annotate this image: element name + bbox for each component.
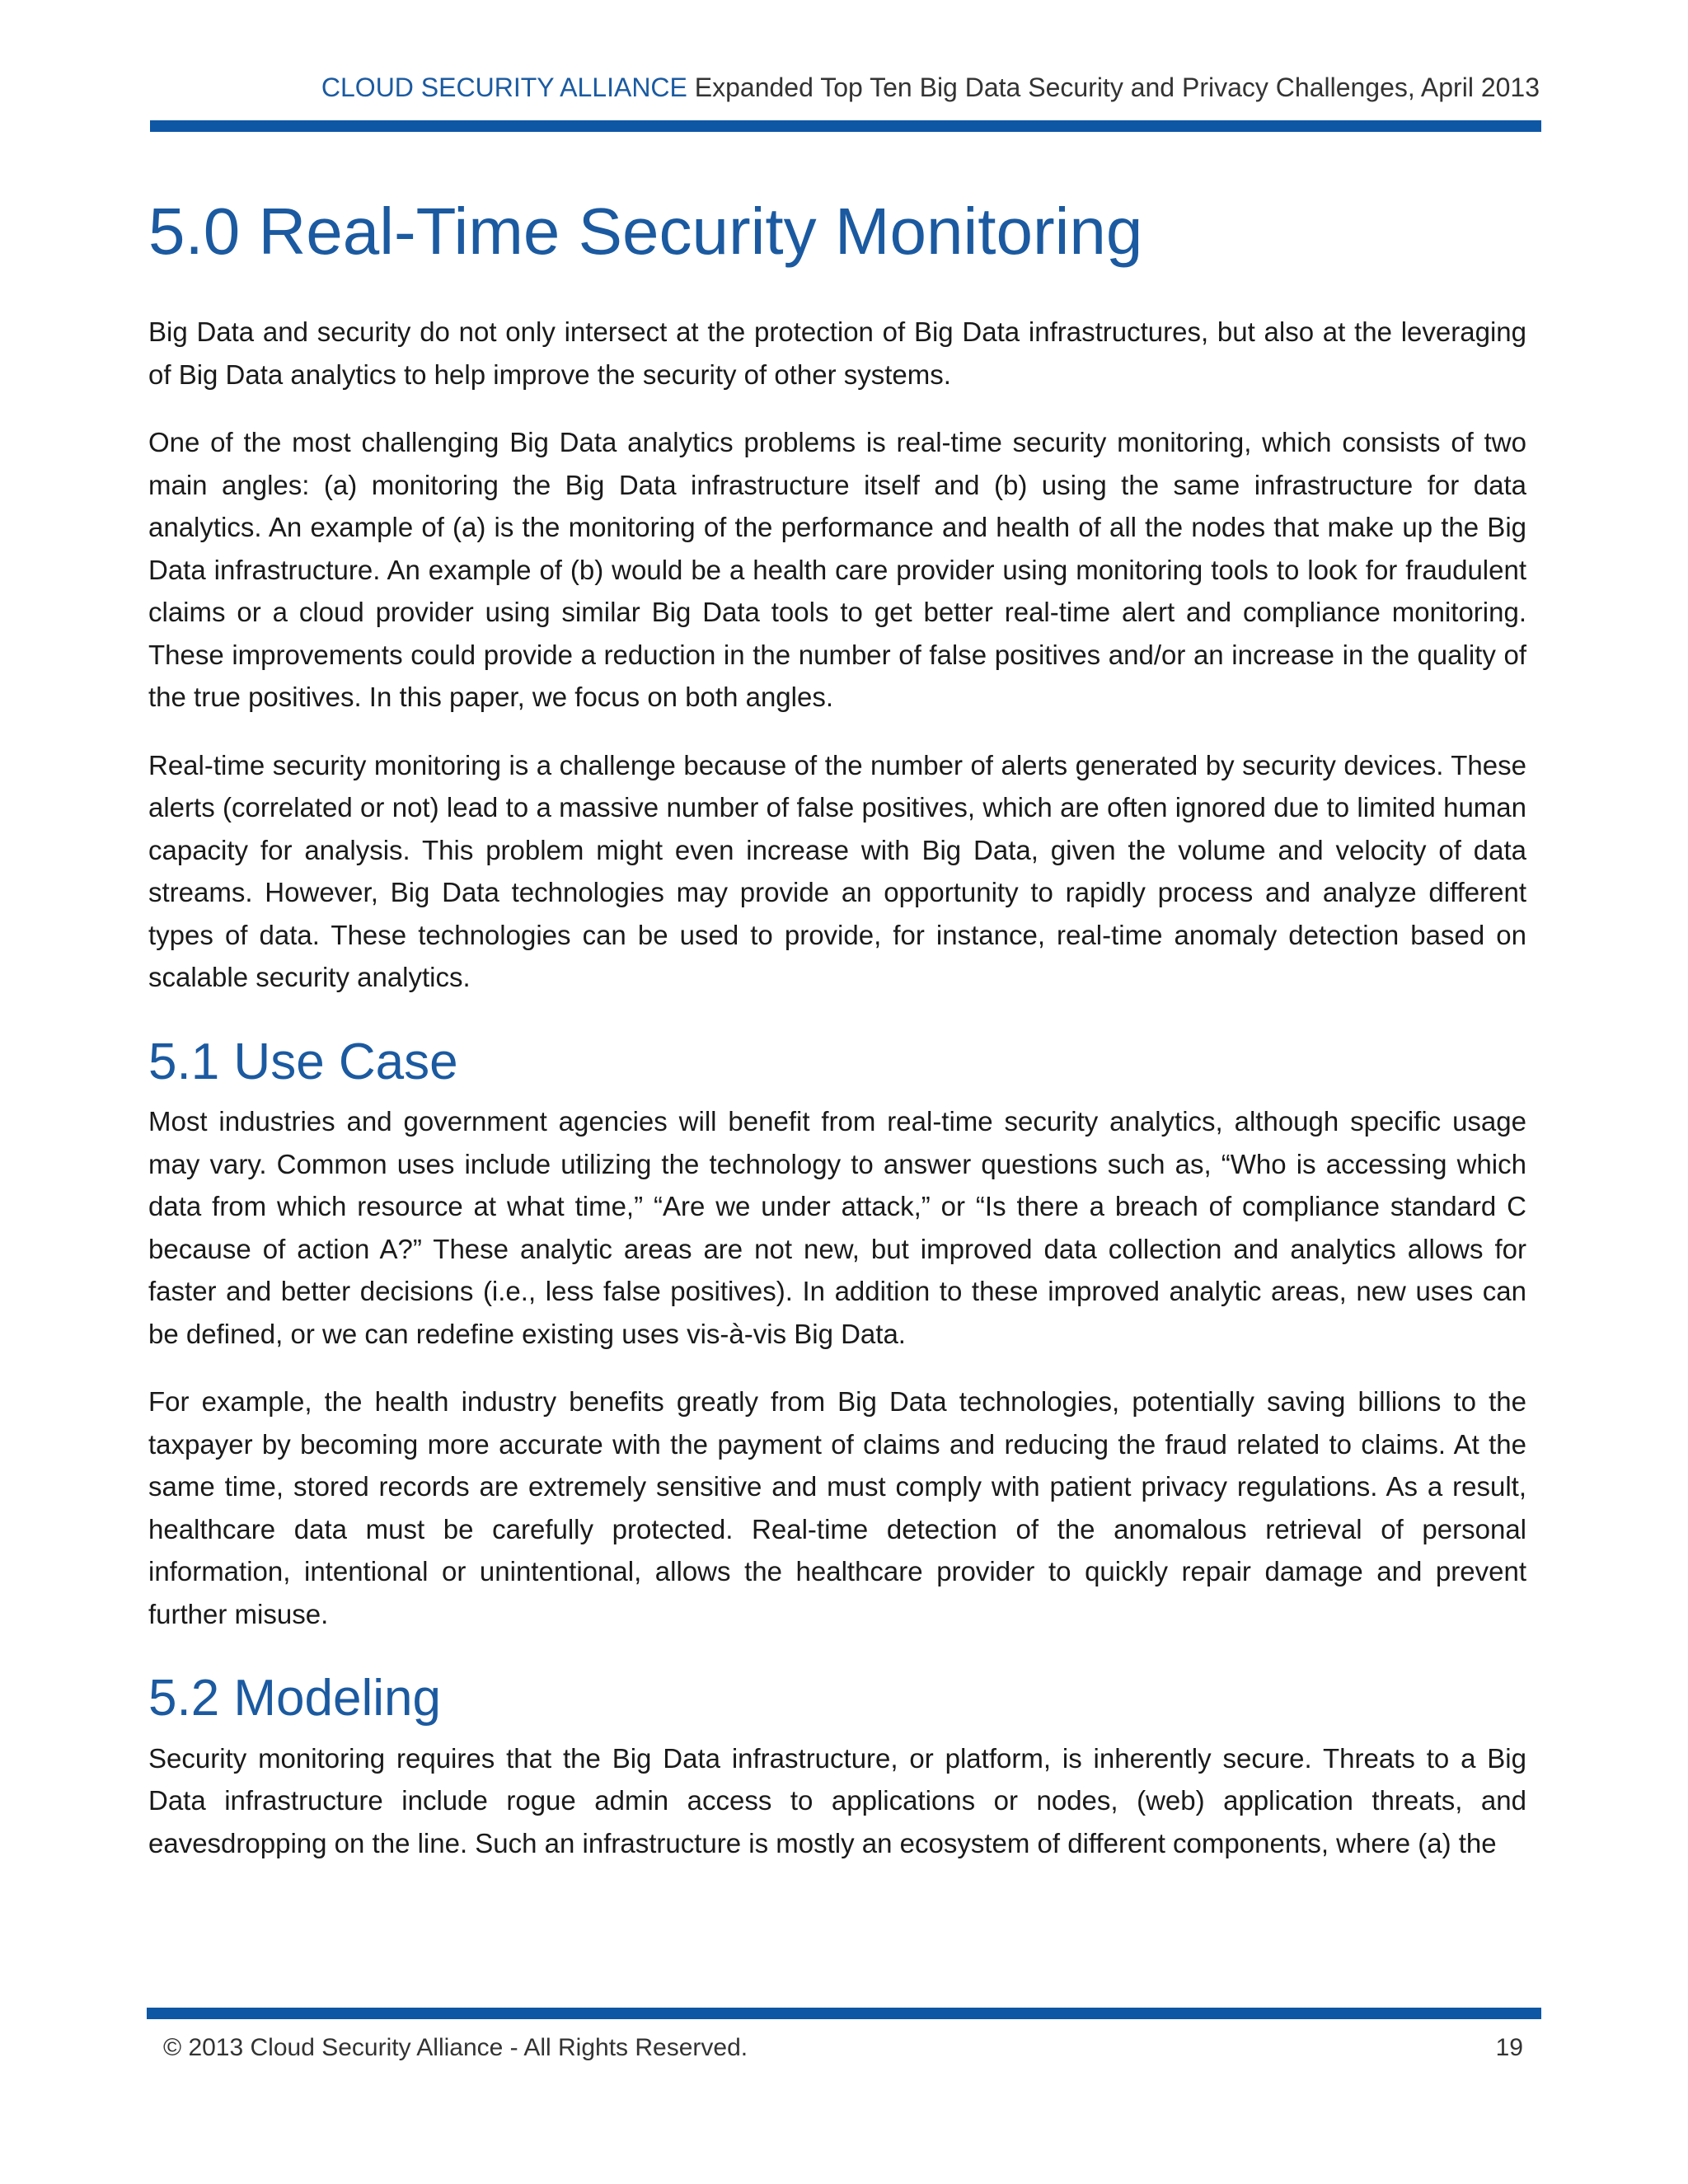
intro-paragraph-2: One of the most challenging Big Data analytics problems is real-time security monitoring, which consists of two main angles: (a) monitoring the Big Data infrastructure itself and (b) using the same infrastructure for data analytics. An example of (a) is the monitoring of the performance and health of all the nodes that make up the Big Data infrastructure. An example of (b) would be a health care provider using monitoring tools to look for fraudulent claims or a cloud provider using similar Big Data tools to get better real-time alert and compliance monitoring. These improvements could provide a reduction in the number of false positives and/or an increase in the quality of the true positives. In this paper, we focus on both angles. xyxy=(148,427,1526,712)
use-case-paragraph-1: Most industries and government agencies will benefit from real-time security analytics, although specific usage may vary. Common uses include utilizing the technology to answer questions such as, “Who is accessing which data from which resource at what time,” “Are we under attack,” or “Is there a breach of compliance standard C because of action A?” These analytic areas are not new, but improved data collection and analytics allows for faster and better decisions (i.e., less false positives). In addition to these improved analytic areas, new uses can be defined, or we can redefine existing uses vis-à-vis Big Data. xyxy=(148,1106,1526,1349)
header-brand: CLOUD SECURITY ALLIANCE xyxy=(321,73,687,102)
use-case-paragraph-2: For example, the health industry benefits greatly from Big Data technologies, potentially saving billions to the taxpayer by becoming more accurate with the payment of claims and reducing the fraud related to claims. At the same time, stored records are extremely sensitive and must comply with patient privacy regulations. As a result, healthcare data must be carefully protected. Real-time detection of the anomalous retrieval of personal information, intentional or unintentional, allows the healthcare provider to quickly repair damage and prevent further misuse. xyxy=(148,1386,1526,1629)
header-title: Expanded Top Ten Big Data Security and Privacy Challenges, April 2013 xyxy=(694,73,1540,102)
copyright-notice: © 2013 Cloud Security Alliance - All Rights Reserved. xyxy=(163,2034,748,2061)
intro-paragraph-3: Real-time security monitoring is a challenge because of the number of alerts generated by security devices. These alerts (correlated or not) lead to a massive number of false positives, which are often ignored due to limited human capacity for analysis. This problem might even increase with Big Data, given the volume and velocity of data streams. However, Big Data technologies may provide an opportunity to rapidly process and analyze different types of data. These technologies can be used to provide, for instance, real-time anomaly detection based on scalable security analytics. xyxy=(148,749,1526,992)
header-rule xyxy=(150,120,1541,132)
footer-rule xyxy=(147,2008,1541,2019)
main-content xyxy=(148,194,1526,1890)
modeling-paragraph-1: Security monitoring requires that the Big Data infrastructure, or platform, is inherently secure. Threats to a Big Data infrastructure include rogue admin access to applications or nodes, (web) application threats, and eavesdropping on the line. Such an infrastructure is mostly an ecosystem of different components, where (a) the xyxy=(148,1742,1526,1858)
use-case-heading: 5.1 Use Case xyxy=(148,1033,458,1090)
modeling-heading: 5.2 Modeling xyxy=(148,1670,442,1727)
running-header xyxy=(321,73,1540,103)
section-title: 5.0 Real-Time Security Monitoring xyxy=(148,194,1143,268)
page-number: 19 xyxy=(1495,2034,1523,2061)
intro-paragraph-1: Big Data and security do not only intersect at the protection of Big Data infrastructures, but also at the leveraging of Big Data analytics to help improve the security of other systems. xyxy=(148,316,1526,390)
